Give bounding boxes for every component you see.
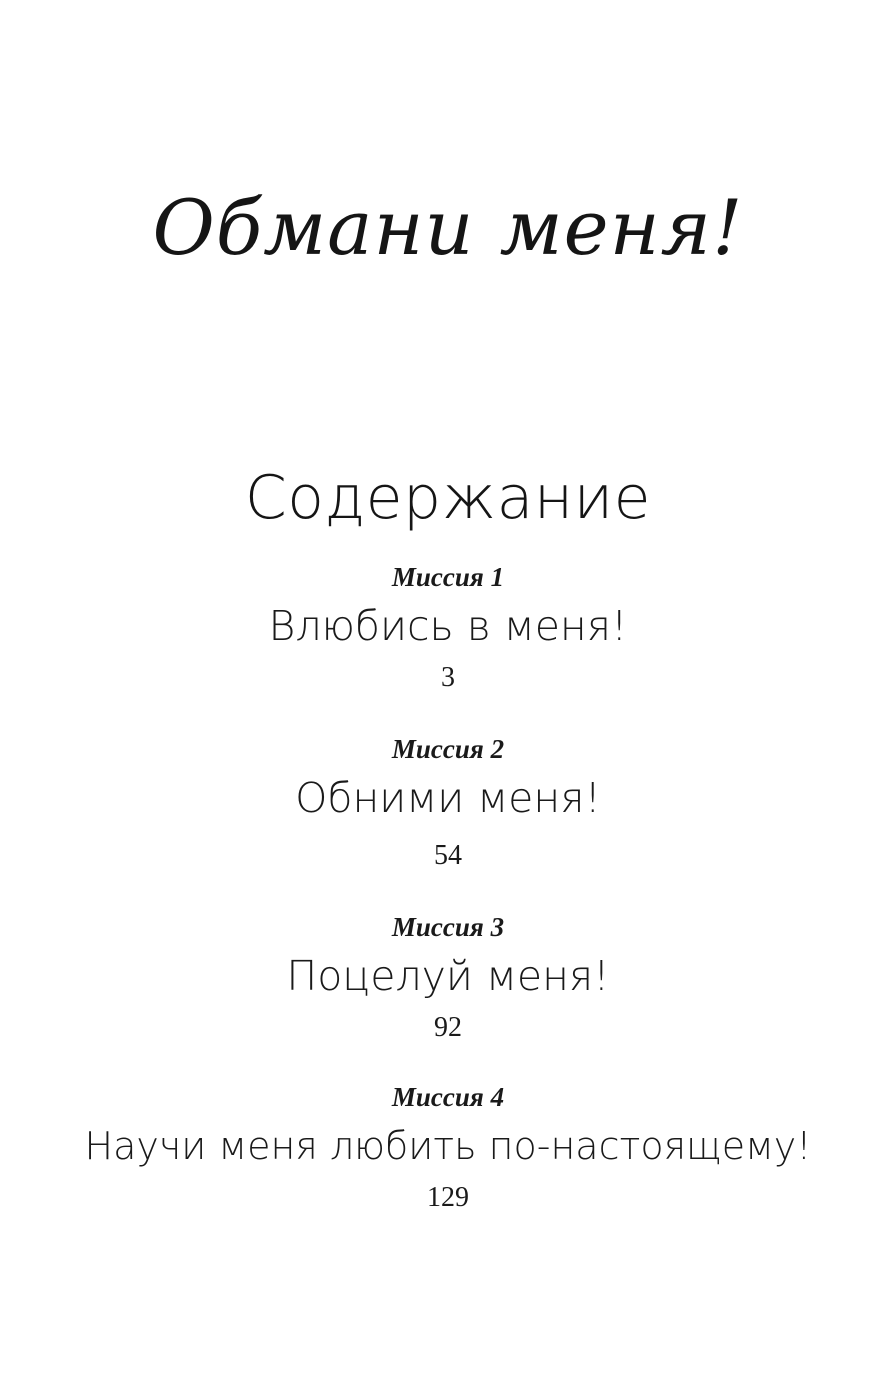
toc-entry-4	[0, 1082, 896, 1214]
mission-label: Миссия 2	[391, 734, 505, 764]
toc-entry-2	[0, 734, 896, 872]
mission-label: Миссия 1	[391, 562, 505, 592]
toc-entry-3	[0, 912, 896, 1044]
chapter-title: Влюбись в меня!	[268, 602, 628, 650]
toc-heading: Содержание	[244, 463, 652, 533]
toc-entry-1	[0, 562, 896, 694]
chapter-title: Научи меня любить по-настоящему!	[84, 1124, 812, 1168]
mission-label: Миссия 4	[391, 1082, 505, 1112]
mission-label: Миссия 3	[391, 912, 505, 942]
page-number: 3	[441, 662, 455, 693]
page-number: 129	[427, 1182, 469, 1213]
chapter-title: Обними меня!	[295, 774, 601, 822]
page-number: 92	[434, 1012, 462, 1043]
book-title: Обмани меня!	[152, 183, 744, 272]
page-number: 54	[434, 840, 462, 871]
chapter-title: Поцелуй меня!	[286, 952, 610, 1000]
